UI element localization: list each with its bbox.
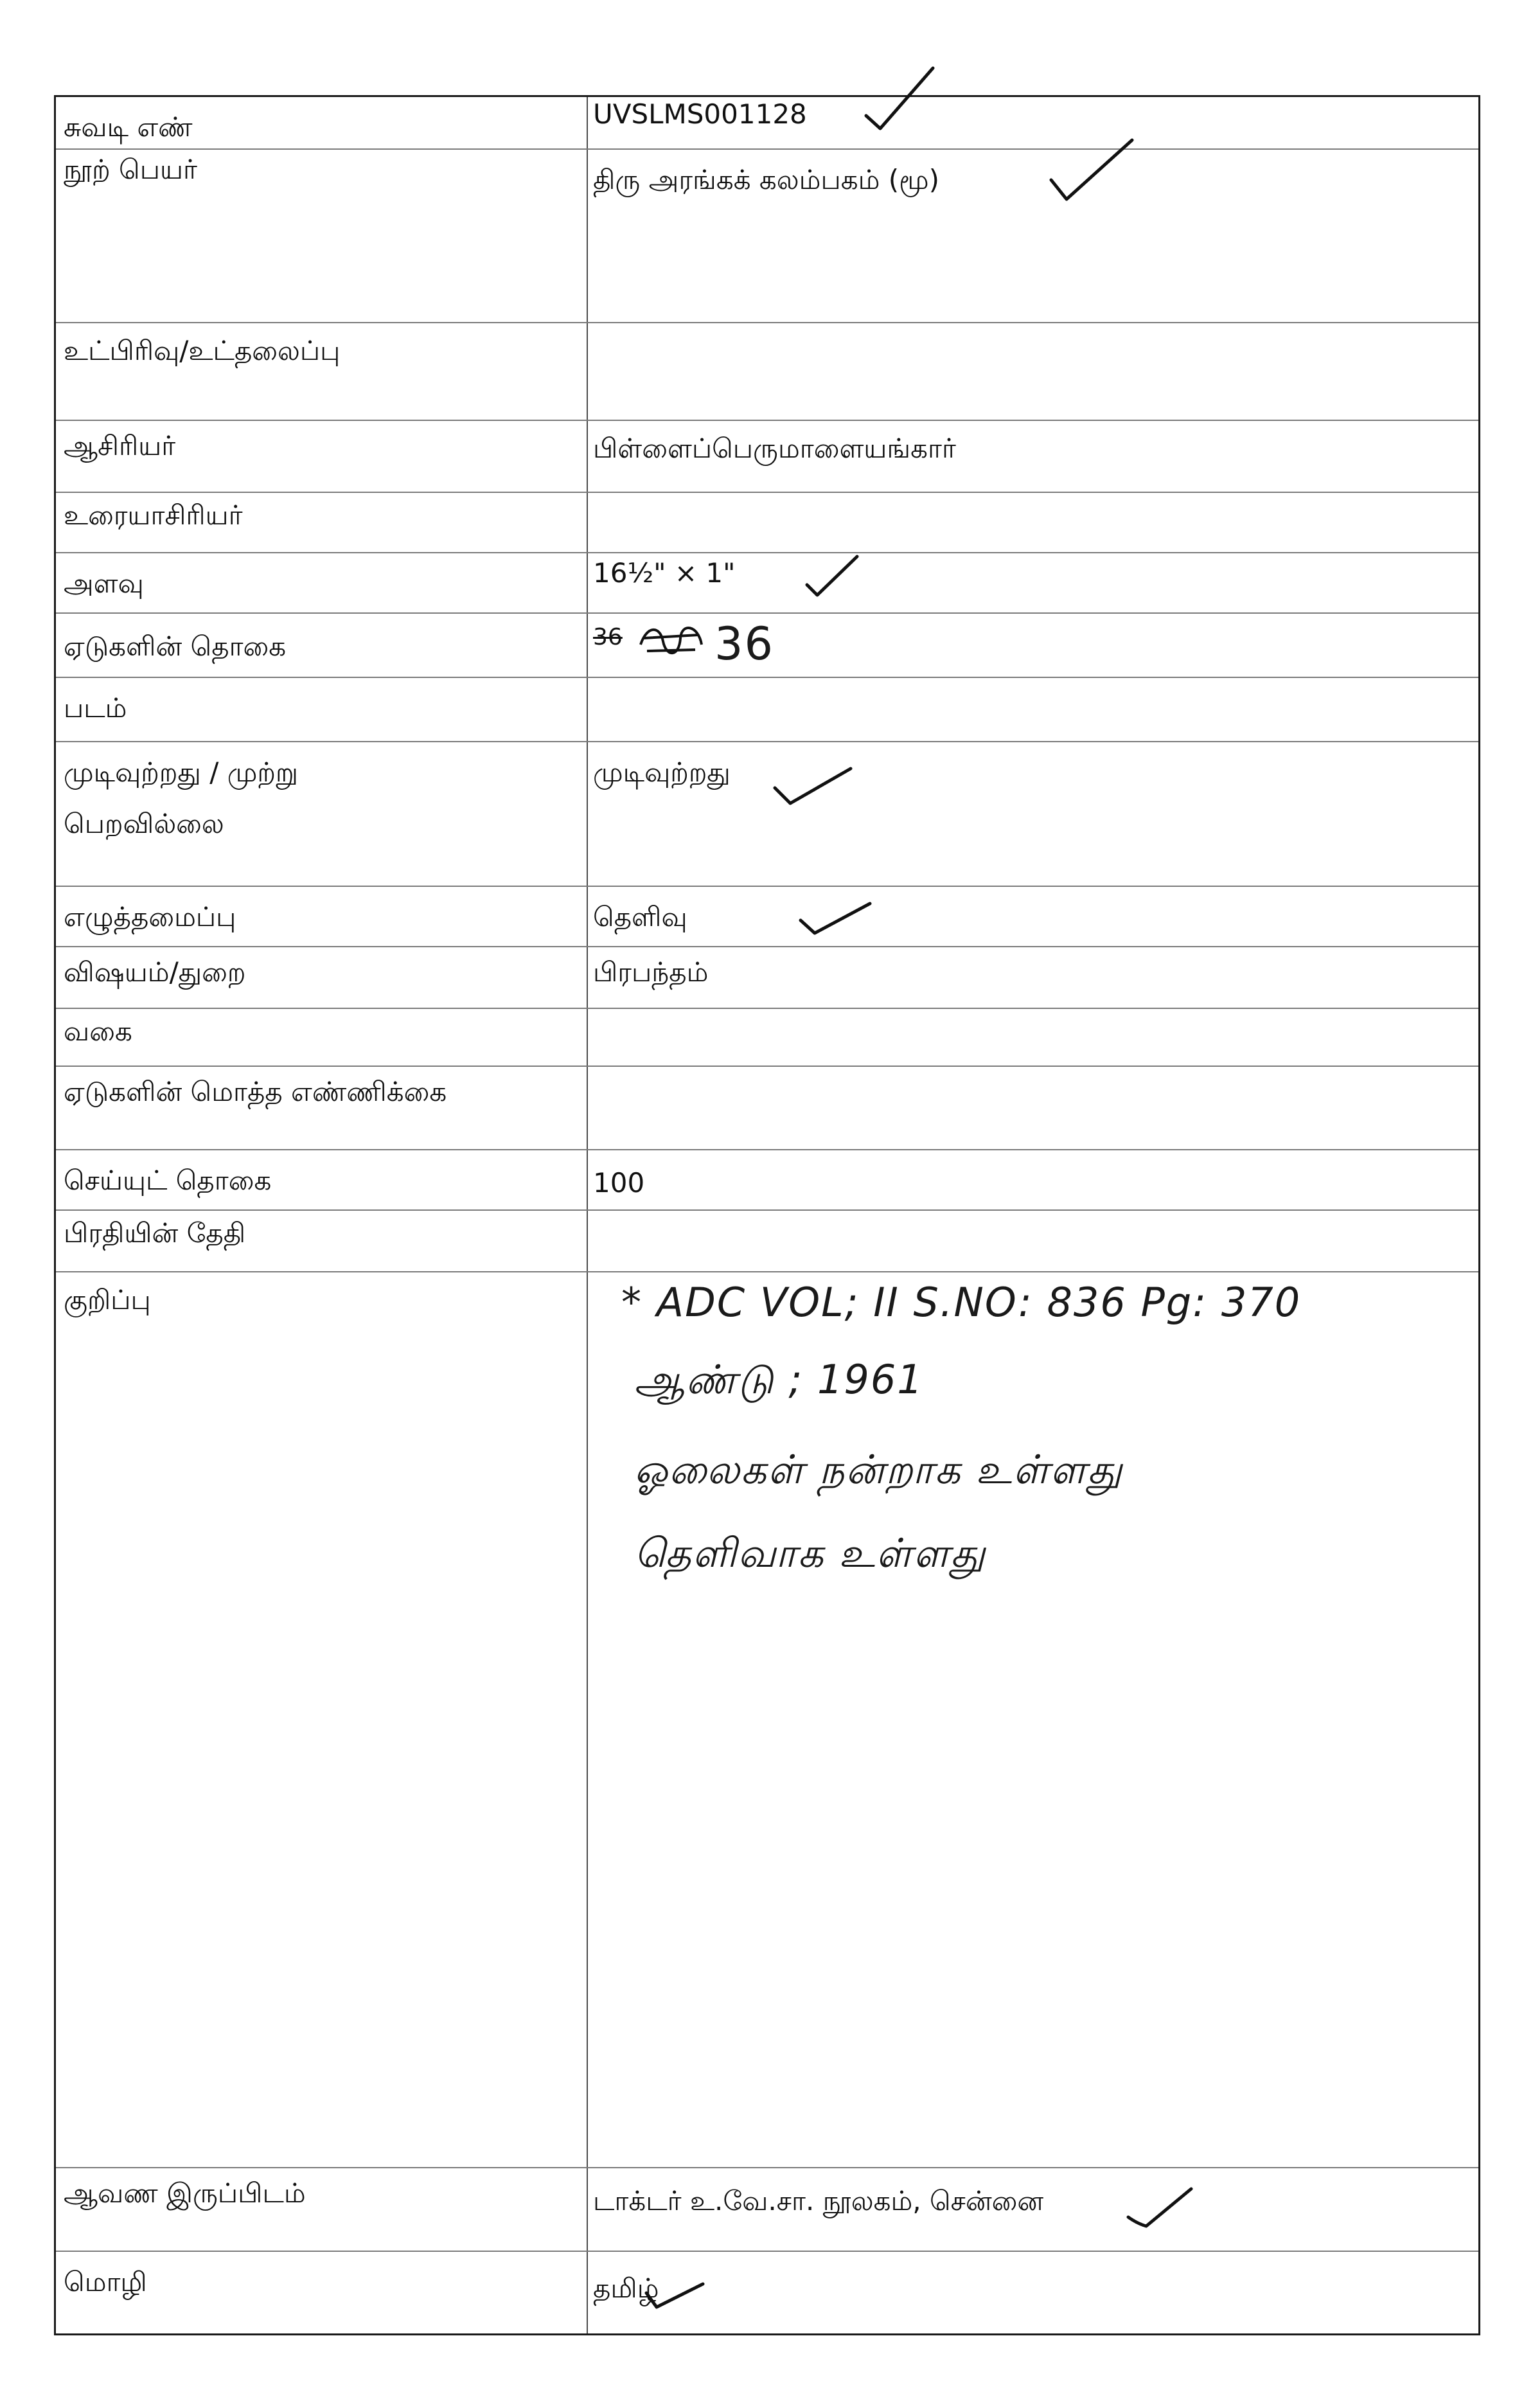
label-commentator: உரையாசிரியர் xyxy=(64,499,243,531)
label-type: வகை xyxy=(64,1015,132,1047)
row-subdivision xyxy=(56,323,1478,421)
label-book-name: நூற் பெயர் xyxy=(64,154,197,185)
handwritten-note-line3: ஓலைகள் நன்றாக உள்ளது xyxy=(634,1446,1124,1493)
label-copy-date: பிரதியின் தேதி xyxy=(64,1217,246,1249)
row-language xyxy=(56,2252,1478,2337)
checkmark-icon xyxy=(803,553,861,598)
manuscript-record-form xyxy=(54,95,1480,2335)
value-manuscript-number: UVSLMS001128 xyxy=(593,98,807,130)
row-verse-count xyxy=(56,1150,1478,1211)
label-script-layout: எழுத்தமைப்பு xyxy=(64,901,236,932)
checkmark-icon xyxy=(771,765,855,810)
checkmark-icon xyxy=(1047,135,1137,206)
value-language: தமிழ் xyxy=(593,2272,659,2304)
row-manuscript-number xyxy=(56,97,1478,150)
value-author: பிள்ளைப்பெருமாளையங்கார் xyxy=(593,433,956,464)
checkmark-icon xyxy=(861,64,938,135)
label-manuscript-number: சுவடி எண் xyxy=(64,111,193,143)
value-script-layout: தெளிவு xyxy=(593,901,687,932)
row-script-layout xyxy=(56,887,1478,947)
label-author: ஆசிரியர் xyxy=(64,430,176,461)
label-subdivision: உட்பிரிவு/உட்தலைப்பு xyxy=(64,335,341,366)
value-verse-count: 100 xyxy=(593,1167,645,1199)
checkmark-icon xyxy=(642,2275,707,2314)
row-leaf-count xyxy=(56,614,1478,678)
row-size xyxy=(56,553,1478,614)
row-commentator xyxy=(56,493,1478,553)
label-total-leaves: ஏடுகளின் மொத்த எண்ணிக்கை xyxy=(64,1076,447,1107)
row-completion xyxy=(56,742,1478,887)
label-note: குறிப்பு xyxy=(64,1284,151,1315)
label-language: மொழி xyxy=(64,2266,147,2297)
row-note xyxy=(56,1272,1478,2168)
label-repository: ஆவண இருப்பிடம் xyxy=(64,2177,306,2209)
value-size: 16½" × 1" xyxy=(593,557,736,589)
row-book-name xyxy=(56,150,1478,323)
label-completion xyxy=(64,756,298,841)
handwritten-note-line1: * ADC VOL; II S.NO: 836 Pg: 370 xyxy=(621,1279,1302,1326)
checkmark-icon xyxy=(797,900,874,938)
handwritten-leaf-count: 36 xyxy=(714,618,775,670)
label-completion-line2: பெறவில்லை xyxy=(64,808,224,840)
label-subject: விஷயம்/துறை xyxy=(64,956,246,988)
label-leaf-count: ஏடுகளின் தொகை xyxy=(64,630,287,662)
value-subject: பிரபந்தம் xyxy=(593,956,709,988)
value-completion: முடிவுற்றது xyxy=(593,756,731,788)
label-picture: படம் xyxy=(64,692,127,724)
value-leaf-count-struck: 36 xyxy=(593,624,623,650)
row-total-leaves xyxy=(56,1067,1478,1150)
row-author xyxy=(56,421,1478,493)
row-picture xyxy=(56,678,1478,742)
row-subject xyxy=(56,947,1478,1009)
scribble-mark xyxy=(634,619,711,664)
value-book-name: திரு அரங்கக் கலம்பகம் (மூ) xyxy=(593,164,940,195)
row-type xyxy=(56,1009,1478,1067)
checkmark-icon xyxy=(1124,2185,1195,2230)
label-completion-line1: முடிவுற்றது / முற்று xyxy=(64,756,299,788)
handwritten-note-line2: ஆண்டு ; 1961 xyxy=(634,1356,924,1403)
row-repository xyxy=(56,2168,1478,2252)
handwritten-note-line4: தெளிவாக உள்ளது xyxy=(634,1530,987,1576)
label-verse-count: செய்யுட் தொகை xyxy=(64,1164,272,1196)
value-repository: டாக்டர் உ.வே.சா. நூலகம், சென்னை xyxy=(593,2185,1044,2216)
label-size: அளவு xyxy=(64,567,144,599)
row-copy-date xyxy=(56,1211,1478,1272)
